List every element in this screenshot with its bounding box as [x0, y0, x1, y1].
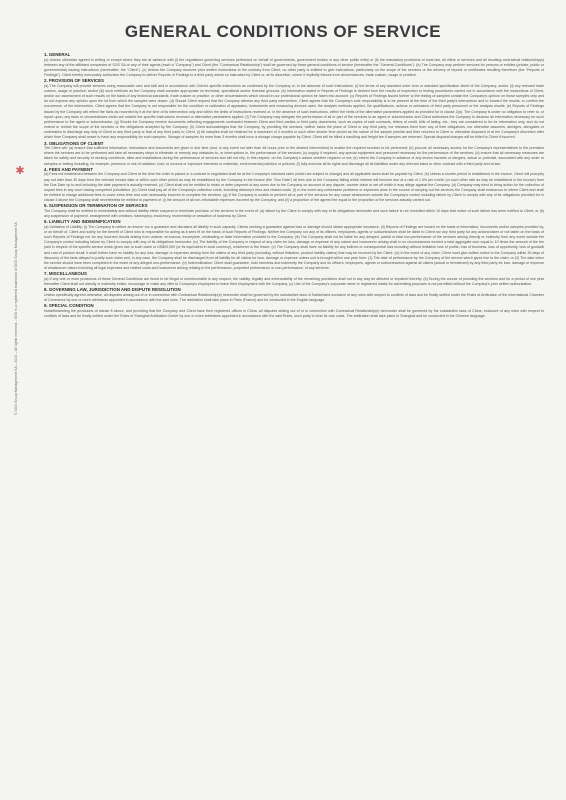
section-text: (a) If any one or more provisions of these General Conditions are found to be illegal or unenforceable in any respect, the validity, legality and enforceability of the remaining provisions shall not in any way be affected or impaired thereby. (b) During the course of providing the services and for a period of one year thereafter Client shall not directly or indirectly entice, encourage or make any offer to Company's employees to leave their employment with the Company. (c) Use of the Company's corporate name or registered marks for advertising purposes is not permitted without the Company's prior written authorisation. — [44, 276, 544, 286]
section-suspension — [44, 203, 544, 219]
section-text: Notwithstanding the provisions of clause 8 above, and providing that the Company and Client have their registered offices in China, all disputes arising out of or in connection with Contractual Relationship(s) hereunder shall be governed by the substantive laws of China, exclusive of any rules with respect to conflicts of laws and be finally settled under the Rules of Shanghai Arbitration Center by one or more arbitrators appointed in accordance with the said Rules, such party to bear its own costs. The arbitration shall take place in Shanghai and be conducted in the Chinese language. — [44, 308, 544, 318]
section-miscellaneous — [44, 271, 544, 287]
conditions-body — [44, 52, 544, 782]
section-provision-of-services — [44, 78, 544, 140]
section-text: (a) Limitation of Liability: (i) The Company is neither an insurer nor a guarantor and disclaims all liability in such capacity. Clients seeking a guarantee against loss or damage should obtain appropriate insurance. (ii) Reports of Findings are issued on the basis of information, documents and/or samples provided by, or on behalf of, Client and solely for the benefit of Client who is responsible for acting as it sees fit on the basis of such Reports of Findings. Neither the Company nor any of its officers, employees, agents or subcontractors shall be liable to Client nor any third party for any actions taken or not taken on the basis of such Reports of Findings nor for any incorrect results arising from unclear, erroneous, incomplete, misleading or false information provided to the Company. (iii) The Company shall not be liable for any delayed, partial or total non-performance of the services arising directly or indirectly from any event outside the Company's control including failure by Client to comply with any of its obligations hereunder. (iv) The liability of the Company in respect of any claim for loss, damage or expense of any nature and howsoever arising shall in no circumstances exceed a total aggregate sum equal to 10 times the amount of the fee paid in respect of the specific service which gives rise to such claim or US$20,000 (or its equivalent in local currency), whichever is the lesser. (v) The Company shall have no liability for any indirect or consequential loss including without limitation loss of profits, loss of business, loss of opportunity, loss of goodwill and cost of product recall. It shall further have no liability for any loss, damage or expenses arising from the claims of any third party (including, without limitation, product liability claims) that may be incurred by the Client. (vi) In the event of any claim, Client must give written notice to the Company within 30 days of discovery of the facts alleged to justify such claim and, in any case, the Company shall be discharged from all liability for all claims for loss, damage or expense unless suit is brought within one year from: (1) The date of performance by the Company of the service which gives rise to the claim; or (2) The date when the service should have been completed in the event of any alleged non-performance. (b) Indemnification: Client shall guarantee, hold harmless and indemnify the Company and its officers, employees, agents or subcontractors against all claims (actual or threatened) by any third party for loss, damage or expense of whatsoever nature including all legal expenses and related costs and howsoever arising relating to the performance, purported performance or non-performance, of any services. — [44, 224, 544, 271]
section-fees-and-payment — [44, 167, 544, 204]
section-liability — [44, 219, 544, 271]
section-text: (a) Fees not established between the Company and Client at the time the order is placed or a contract is negotiated shall be at the Company's standard rates (which are subject to change) and all applicable taxes shall be payable by Client. (b) Unless a shorter period is established in the invoice, Client will promptly pay not later than 30 days from the relevant invoice date or within such other period as may be established by the Company in the invoice (the "Due Date") all fees due to the Company failing which interest will become due at a rate of 1.5% per month (or such other rate as may be established in the invoice) from the Due Date up to and including the date payment is actually received. (c) Client shall not be entitled to retain or defer payment of any sums due to the Company on account of any dispute, counter claim or set off which it may allege against the Company. (d) Company may elect to bring action for the collection of unpaid fees in any court having competent jurisdiction. (e) Client shall pay all of the Company's collection costs, including attorney's fees and related costs. (f) In the event any unforeseen problems or expenses arise in the course of carrying out the services the Company shall endeavour to inform Client and shall be entitled to charge additional fees to cover extra time and cost necessarily incurred to complete the services. (g) If the Company is unable to perform all or part of the services for any cause whatsoever outside the Company's control including failure by Client to comply with any of its obligations provided for in clause 3 above the Company shall nevertheless be entitled to payment of: (i) the amount of all non-refundable expenses incurred by the Company; and (ii) a proportion of the agreed fee equal to the proportion of the services actually carried out. — [44, 172, 544, 203]
page-title: GENERAL CONDITIONS OF SERVICE — [124, 22, 442, 41]
section-heading: 4. FEES AND PAYMENT — [44, 166, 93, 172]
section-heading: 8. GOVERNING LAW, JURISDICTION AND DISPUTE RESOLUTION — [44, 287, 181, 293]
section-heading: 1. GENERAL — [44, 52, 71, 57]
section-text: The Company shall be entitled to immediately and without liability either suspend or terminate provision of the services in the event of: (a) failure by the Client to comply with any of its obligations hereunder and such failure is not remedied within 10 days that notice of such failure has been notified to Client; or (b) any suspension of payment, arrangement with creditors, bankruptcy, insolvency, receivership or cessation of business by Client. — [44, 208, 544, 219]
section-heading: 3. OBLIGATIONS OF CLIENT — [44, 140, 104, 146]
section-text: (a) The Company will provide services using reasonable care and skill and in accordance with Client's specific instructions as confirmed by the Company or, in the absence of such instructions: (i) the terms of any standard order form or standard specification sheet of the Company; and/or (ii) any relevant trade custom, usage or practice; and/or (iii) such methods as the Company shall consider appropriate on technical, operational and/or financial grounds. (b) Information stated in Reports of Findings is derived from the results of inspection or testing procedures carried out in accordance with the instructions of Client, and/or our assessment of such results on the basis of any technical standards, trade custom or practice, or other circumstances which should in our professional opinion be taken into account. (c) Reports of Findings issued further to the testing of samples contain the Company's opinion on those samples only and do not express any opinion upon the lot from which the samples were drawn. (d) Should Client request that the Company witness any third party intervention, Client agrees that the Company's sole responsibility is to be present at the time of the third party's intervention and to forward the results, or confirm the occurrence, of the intervention. Client agrees that the Company is not responsible for the condition or calibration of apparatus, instruments and measuring devices used, the analysis methods applied, the qualifications, actions or omissions of third party personnel or the analysis results. (e) Reports of Findings issued by the Company will reflect the facts as recorded by it at the time of its intervention only and within the limits of instructions received or, in the absence of such instructions, within the limits of the alternative parameters applied as provided for in clause 2(a). The Company is under no obligation to refer to, or report upon, any facts or circumstances which are outside the specific instructions received or alternative parameters applied. (f) The Company may delegate the performance of all or part of the services to an agent or subcontractor and Client authorises the Company to disclose all information necessary for such performance to the agent or subcontractor. (g) Should the Company receive documents reflecting engagements contracted between Client and third parties or third party documents, such as copies of sale contracts, letters of credit, bills of lading, etc., they are considered to be for information only, and do not extend or restrict the scope of the services or the obligations accepted by the Company. (h) Client acknowledges that the Company, by providing the services, neither takes the place of Client or any third party, nor releases them from any of their obligations, nor otherwise assumes, abridges, abrogates or undertakes to discharge any duty of Client to any third party or that of any third party to Client. (i) All samples shall be retained for a maximum of 3 months or such other shorter time period as the nature of the sample permits and then returned to Client or otherwise disposed of at the Company's discretion after which time Company shall cease to have any responsibility for such samples. Storage of samples for more than 3 months shall incur a storage charge payable by Client. Client will be billed a handling and freight fee if samples are returned. Special disposal charges will be billed to Client if incurred. — [44, 83, 544, 140]
section-heading: 2. PROVISION OF SERVICES — [44, 78, 104, 84]
section-obligations-of-client — [44, 141, 544, 167]
section-special-condition — [44, 303, 544, 319]
section-text: (a) Unless otherwise agreed in writing or except where they are at variance with (i) the regulations governing services performed on behalf of governments, government bodies or any other public entity or (ii) the mandatory provisions of local law, all offers or services and all resulting contractual relationship(s) between any of the affiliated companies of SGS SA or any of their agents (each a "Company") and Client (the "Contractual Relationship") shall be governed by these general conditions of service (hereinafter the "General Conditions"). (b) The Company may perform services for persons or entities (private, public or governmental) issuing instructions (hereinafter, the "Client"). (c) Unless the Company receives prior written instructions to the contrary from Client, no other party is entitled to give instructions, particularly on the scope of the services or the delivery of reports or certificates resulting therefrom (the "Reports of Findings"). Client hereby irrevocably authorizes the Company to deliver Reports of Findings to a third party where so instructed by Client or, at its discretion, where it implicitly follows from circumstances, trade custom, usage or practice. — [44, 57, 544, 78]
section-heading: 5. SUSPENSION OR TERMINATION OF SERVICES — [44, 203, 148, 209]
section-general — [44, 52, 544, 78]
section-heading: 9. SPECIAL CONDITION — [44, 303, 94, 308]
copyright-side-note: © SGS Group Management SA – 2015 – All rights reserved – SGS is a registered trademark of SGS Group Management SA — [14, 222, 18, 415]
section-heading: 6. LIABILITY AND INDEMNIFICATION — [44, 219, 121, 225]
star-mark-icon: ✱ — [15, 165, 25, 177]
section-governing-law — [44, 287, 544, 303]
section-text: The Client will: (a) ensure that sufficient information, instructions and documents are given in due time (and, in any event not later than 48 hours prior to the desired intervention) to enable the required services to be performed; (b) procure all necessary access for the Company's representatives to the premises where the services are to be performed and take all necessary steps to eliminate or remedy any obstacles to, or interruptions in, the performance of the services; (c) supply, if required, any special equipment and personnel necessary for the performance of the services; (d) ensure that all necessary measures are taken for safety and security of working conditions, sites and installations during the performance of services and will not rely, in this respect, on the Company's advice whether required or not; (e) inform the Company in advance of any known hazards or dangers, actual or potential, associated with any order or samples or testing including, for example, presence or risk of radiation, toxic or noxious or explosive elements or materials, environmental pollution or poisons; (f) fully exercise all its rights and discharge all its liabilities under any relevant sales or other contract with a third party and at law. — [44, 146, 544, 166]
section-text: Unless specifically agreed otherwise, all disputes arising out of or in connection with Contractual Relationship(s) hereunder shall be governed by the substantive laws of Switzerland exclusive of any rules with respect to conflicts of laws and be finally settled under the Rules of Arbitration of the International Chamber of Commerce by one or more arbitrators appointed in accordance with the said rules. The arbitration shall take place in Paris (France) and be conducted in the English language. — [44, 292, 544, 302]
section-heading: 7. MISCELLANEOUS — [44, 271, 87, 277]
